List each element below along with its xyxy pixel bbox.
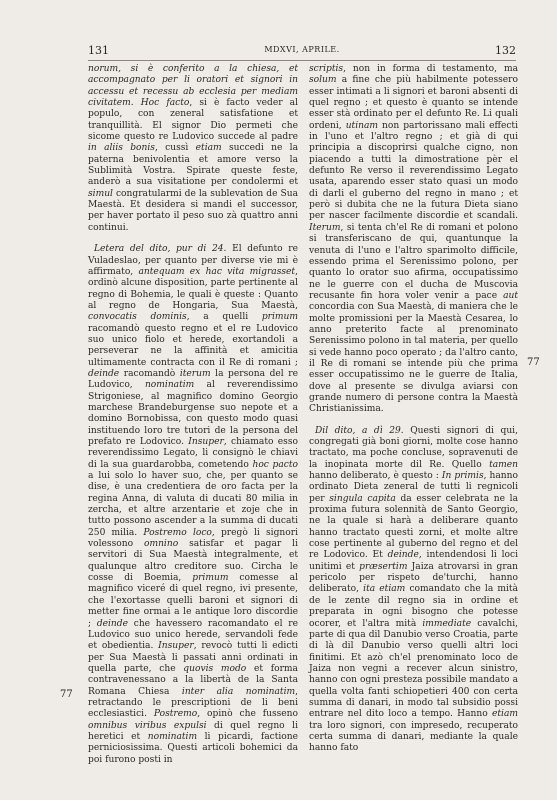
- text-span: , a quelli: [186, 312, 262, 323]
- text-span: , si è facto veder al populo, con zeneral satisfatione et tranquillità. El signor Dio permeti che sicome questo re Ludovico succede al padre: [88, 98, 298, 143]
- text-span: singula capita: [329, 493, 396, 504]
- text-span: , hanno ordinato Dieta zeneral de tutti li regnicoli per: [309, 471, 519, 504]
- text-span: omnino: [143, 539, 179, 550]
- text-span: Insuper: [158, 641, 194, 652]
- text-span: quovis modo: [183, 663, 247, 674]
- left-paragraph-1: [88, 64, 298, 234]
- text-span: comandato che la mità de le zente dil regno sia in ordine et preparata in ogni bisogno che potesse ocorer, et l'altra mità: [309, 584, 518, 629]
- text-span: a fine che più habilmente potessero esser intimati a li signori et baroni absenti di quel regno ; et questo è quanto se intende esser stà ordinato per el defunto Re. Li quali ordeni,: [309, 75, 518, 131]
- text-span: utinam: [345, 120, 379, 131]
- text-span: etiam: [492, 709, 518, 720]
- text-span: In primis: [441, 471, 484, 482]
- text-span: nominatim: [144, 380, 195, 391]
- text-span: primum: [192, 573, 229, 584]
- text-span: Dil dito, a dì 29.: [315, 425, 404, 436]
- text-span: Questi signori di qui, congregati già boni giorni, molte cose hanno tractato, ma poche concluse, sopravenuti de la inopinata morte dil Re. Quello: [309, 425, 518, 470]
- text-span: simul: [88, 188, 113, 199]
- text-span: tra loro signori, con impresedo, recuperato certa summa di danari, mediante la quale hanno fato: [309, 720, 518, 754]
- text-span: li picardi, factione perniciosissima. Questi articoli bohemici da poi furono posti in: [88, 731, 298, 765]
- text-span: succedi ne la paterna benivolentia et amore verso la Sublimità Vostra. Spirate queste feste, anderò a sua visitatione per condolermi et: [88, 143, 298, 188]
- text-span: , ordinò alcune disposition, parte pertinente al regno di Bohemia, le quali è queste : Quanto al regno de Hongaria, Sua Maestà,: [88, 266, 298, 311]
- text-span: in accessu et recessu ab ecclesia per mediam civitatem. Hoc facto: [88, 75, 298, 109]
- text-span: et forma contravenessano a la libertà de la Santa Romana Chiesa: [88, 663, 298, 697]
- text-span: la persona del re Ludovico,: [88, 368, 298, 391]
- text-span: deinde: [88, 368, 120, 379]
- margin-marker-left: 77: [60, 689, 73, 700]
- text-span: ita etiam: [363, 584, 406, 595]
- text-span: , opinò che fusseno: [197, 709, 299, 720]
- text-span: præsertim: [359, 561, 408, 572]
- text-span: immediate: [422, 618, 472, 629]
- text-span: satisfar et pagar li servitori di Sua Maestà integralmente, et qualunque altro creditore suo. Circha le cosse di Boemia,: [88, 539, 298, 584]
- page-number-left: 131: [88, 44, 109, 57]
- text-span: concordia con Sua Maestà, di maniera che le molte promissioni per la Maestà Cesarea, lo anno preterito facte al prenominato Serenissimo polono in tal materia, per quello si vede hanno poco operato ; da l'altro canto, il Re di romani se intende più che prima esser occupatissimo ne le guerre de Italia, dove al presente se divulga aviarsi con grande numero di persone contra la Maestà Christianissima.: [309, 302, 518, 415]
- right-paragraph-1: [309, 64, 518, 416]
- text-span: hanno deliberato, è questo :: [309, 471, 442, 482]
- text-span: , si tenta ch'el Re di romani et polono si transferiscano de qui, quantunque la venuta di l'uno e l'altro sparimolto difficile, essendo prima el Serenissimo polono, per quanto lo orator suo afirma, occupatissimo ne le guerre con el ducha de Muscovia recusante fin hora voler venir a pace: [309, 222, 518, 301]
- text-span: scriptis: [309, 64, 344, 74]
- text-span: , intendendosi li loci unitimi et: [309, 550, 518, 572]
- text-span: El defunto re Vuladeslao, per quanto per diverse vie mi è affirmato,: [88, 244, 298, 277]
- text-span: Jaiza atrovarsi in gran pericolo per rispeto de'turchi, hanno deliberato,: [309, 561, 518, 595]
- text-span: da esser celebrata ne la proxima futura solennità de Santo Georgio, ne la quale si harà a deliberare quanto hanno tractato questi zorni, et molte altre cose pertinente al guberno del regno et del re Lodovico. Et: [309, 493, 518, 561]
- margin-marker-right: 77: [527, 357, 540, 368]
- text-span: che havessero racomandato el re Ludovico suo unico herede, servandoli fede et obedientia.: [88, 618, 298, 652]
- right-column: [309, 64, 518, 755]
- text-span: racomandò: [119, 368, 180, 379]
- text-span: , chiamato esso reverendissimo Legato, li consignò le chiavi di la sua guardarobba, cometendo: [88, 437, 298, 470]
- text-span: deinde: [387, 550, 419, 561]
- text-span: nominatim: [147, 731, 198, 742]
- text-span: , cussì: [154, 143, 196, 154]
- left-paragraph-2: [88, 244, 298, 766]
- text-span: di quel regno li heretici et: [88, 720, 298, 742]
- text-span: , non in forma di testamento, ma: [343, 64, 518, 74]
- left-column: [88, 64, 298, 766]
- text-span: , pregò li signori volessono: [88, 527, 298, 550]
- text-span: Iterum: [309, 222, 341, 233]
- text-span: , retractando le prescriptioni de li beni ecclesiastici.: [88, 686, 299, 720]
- text-span: Letera del dito, pur di 24.: [94, 244, 227, 255]
- page-number-right: 132: [495, 44, 516, 57]
- text-span: antequam ex hac vita migrasset: [138, 266, 296, 277]
- text-span: Postremo: [153, 709, 198, 720]
- text-span: primum: [261, 312, 298, 323]
- text-span: in aliis bonis: [88, 143, 155, 154]
- text-span: comesse al magnifico viceré di quel regno, ivi presente, che l'exortasse quelli baroni et signori di metter fine ormai a le antique loro discordie ;: [88, 573, 298, 629]
- text-span: racomandò questo regno et el re Ludovico suo unico fiolo et herede, exortandoli a perseverar ne la affinità et amicitia ultimamente contracta con il Re di romani ;: [88, 323, 298, 368]
- text-span: inter alia nominatim: [181, 686, 296, 697]
- text-span: Insuper: [188, 437, 224, 447]
- text-span: , revocò tutti li edicti per Sua Maestà li passati anni ordinati in quella parte, che: [88, 641, 298, 674]
- text-span: omnibus viribus expulsi: [88, 720, 207, 731]
- text-span: iterum: [179, 368, 211, 379]
- text-span: aut: [503, 290, 518, 301]
- page-header: [88, 44, 516, 61]
- text-span: etiam: [195, 143, 222, 154]
- text-span: hoc pacto: [252, 459, 299, 470]
- text-span: convocatis dominis: [88, 312, 187, 323]
- text-span: non partorissano mali effecti in l'uno et l'altro regno ; et già di qui principia a discoprirsi qualche cigno, non piacendo a tutti la dimostratione pèr el defunto Re verso il reverendissimo Legato usata, aparendo esser stato quasi un modo di darli el guberno del regno in mano ; et però si dubita che ne la futura Dieta siano per nascer facilmente discordie et scandali.: [309, 120, 518, 222]
- text-span: cavalchi, parte di qua dil Danubio verso Croatia, parte di là dil Danubio verso quelli altri loci finitimi. Et azò ch'el prenominato loco de Jaiza non vegni a recever alcun sinistro, hanno con ogni presteza possibile mandato a quella volta fanti schiopetieri 400 con certa summa di danari, in modo tal subsidio possi entrare nel dito loco a tempo. Hanno: [309, 618, 518, 720]
- text-span: tamen: [489, 459, 518, 470]
- text-span: solum: [309, 75, 337, 86]
- right-paragraph-2: [309, 426, 518, 755]
- text-span: al reverendissimo Strigoniese, al magnifico domino Georgio marchese Brandeburgense suo nepote et a domino Bornobissa, con questo modo quasi instituendo loro tre tutori de la persona del prefato re Lodovico.: [88, 380, 299, 447]
- running-head: MDXVI, APRILE.: [264, 45, 340, 54]
- text-span: a lui solo lo haver suo, che, per quanto se dise, è una credentiera de oro facta per la regina Anna, di valuta di ducati 80 milia in zercha, et altre arzentarie et zoje che in tutto possono ascender a la summa di ducati 250 milia.: [88, 471, 298, 538]
- text-span: Postremo loco: [143, 527, 212, 538]
- text-span: congratularmi de la sublevation de Sua Maestà. Et desidera si mandi el successor, per haver portato il peso suo zà quattro anni continui.: [88, 188, 298, 233]
- text-span: deinde: [96, 618, 128, 629]
- text-span: norum, si è conferito a la chiesa, et accompagnato per li oratori et signori: [88, 64, 298, 86]
